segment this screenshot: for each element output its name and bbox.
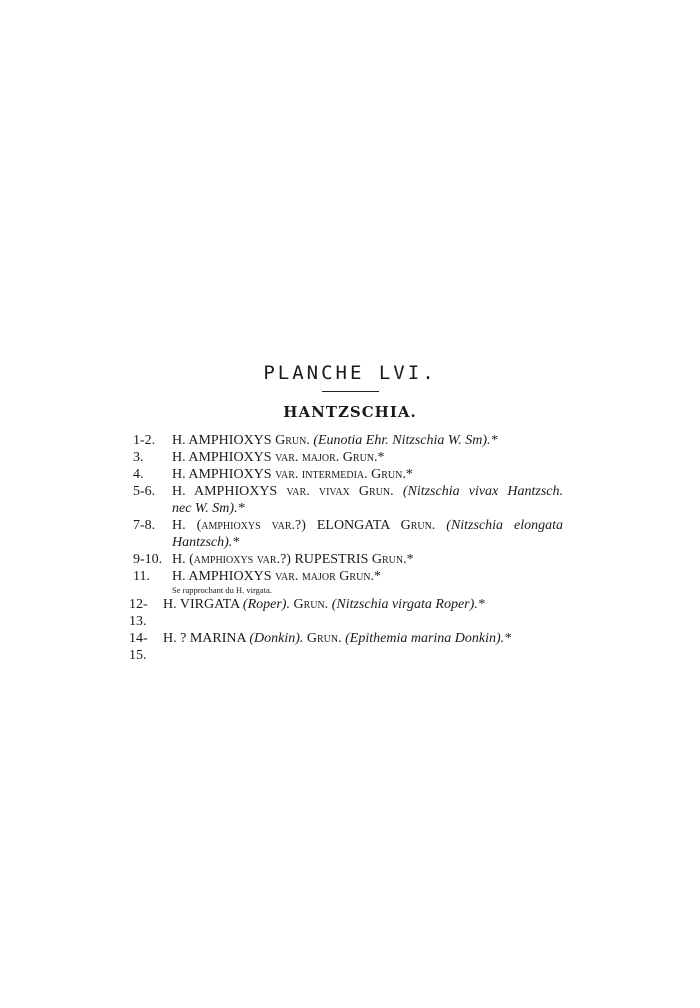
synonym-continued: nec W. Sm).*	[172, 501, 245, 516]
species-name: H. AMPHIOXYS	[172, 467, 272, 482]
authority: Grun.	[293, 597, 329, 612]
authority: Grun.*	[371, 552, 414, 567]
figure-number: 7-8.	[133, 518, 156, 533]
title-rule	[322, 391, 379, 392]
legend-entry	[129, 596, 563, 630]
figure-number: 5-6.	[133, 484, 156, 499]
legend-entry	[133, 517, 563, 551]
species-epithet: RUPESTRIS	[294, 552, 369, 567]
figure-number: 14-15.	[129, 631, 148, 663]
legend-entry	[133, 466, 563, 483]
variety-note: (amphioxys var.?)	[189, 552, 291, 567]
plate-title: PLANCHE LVI.	[263, 362, 437, 384]
synonym: (Epithemia marina Donkin).*	[345, 631, 512, 646]
variety: var. major. Grun.*	[275, 450, 385, 465]
species-name: H. AMPHIOXYS	[172, 433, 272, 448]
authority: Grun.	[400, 518, 436, 533]
legend-entry	[133, 432, 563, 449]
species-name: H. AMPHIOXYS	[172, 484, 278, 499]
variety: var. vivax Grun.	[286, 484, 394, 499]
species-name: H.	[172, 518, 186, 533]
legend-entry	[133, 483, 563, 517]
synonym-continued: Hantzsch).*	[172, 535, 240, 550]
legend-entry	[133, 551, 563, 568]
variety: var. intermedia. Grun.*	[275, 467, 413, 482]
genus-heading: HANTZSCHIA.	[283, 403, 417, 421]
authority: Grun.	[275, 433, 310, 448]
plate-legend	[129, 432, 564, 664]
synonym: (Nitzschia elongata	[446, 518, 564, 533]
species-name: H. AMPHIOXYS	[172, 569, 272, 584]
variety-note: (amphioxys var.?)	[196, 518, 306, 533]
figure-number: 11.	[133, 569, 150, 584]
species-name: H. AMPHIOXYS	[172, 450, 272, 465]
synonym: (Eunotia Ehr. Nitzschia W. Sm).*	[313, 433, 498, 448]
legend-entry	[133, 568, 563, 585]
synonym: (Nitzschia virgata Roper).*	[331, 597, 485, 612]
figure-number: 9-10.	[133, 552, 163, 567]
species-name: H. VIRGATA	[163, 597, 240, 612]
authority: Grun.	[306, 631, 342, 646]
figure-number: 1-2.	[133, 433, 156, 448]
figure-number: 3.	[133, 450, 144, 465]
species-epithet: ELONGATA	[316, 518, 390, 533]
figure-number: 4.	[133, 467, 144, 482]
synonym: (Nitzschia vivax Hantzsch.	[402, 484, 564, 499]
legend-entry	[133, 449, 563, 466]
entry-note: Se rapprochant du H. virgata.	[172, 585, 272, 595]
original-author: (Roper).	[242, 597, 290, 612]
species-name: H. ? MARINA	[163, 631, 246, 646]
variety: var. major Grun.*	[275, 569, 382, 584]
species-name: H.	[172, 552, 186, 567]
figure-number: 12-13.	[129, 597, 148, 629]
original-author: (Donkin).	[249, 631, 304, 646]
legend-entry	[129, 630, 563, 664]
